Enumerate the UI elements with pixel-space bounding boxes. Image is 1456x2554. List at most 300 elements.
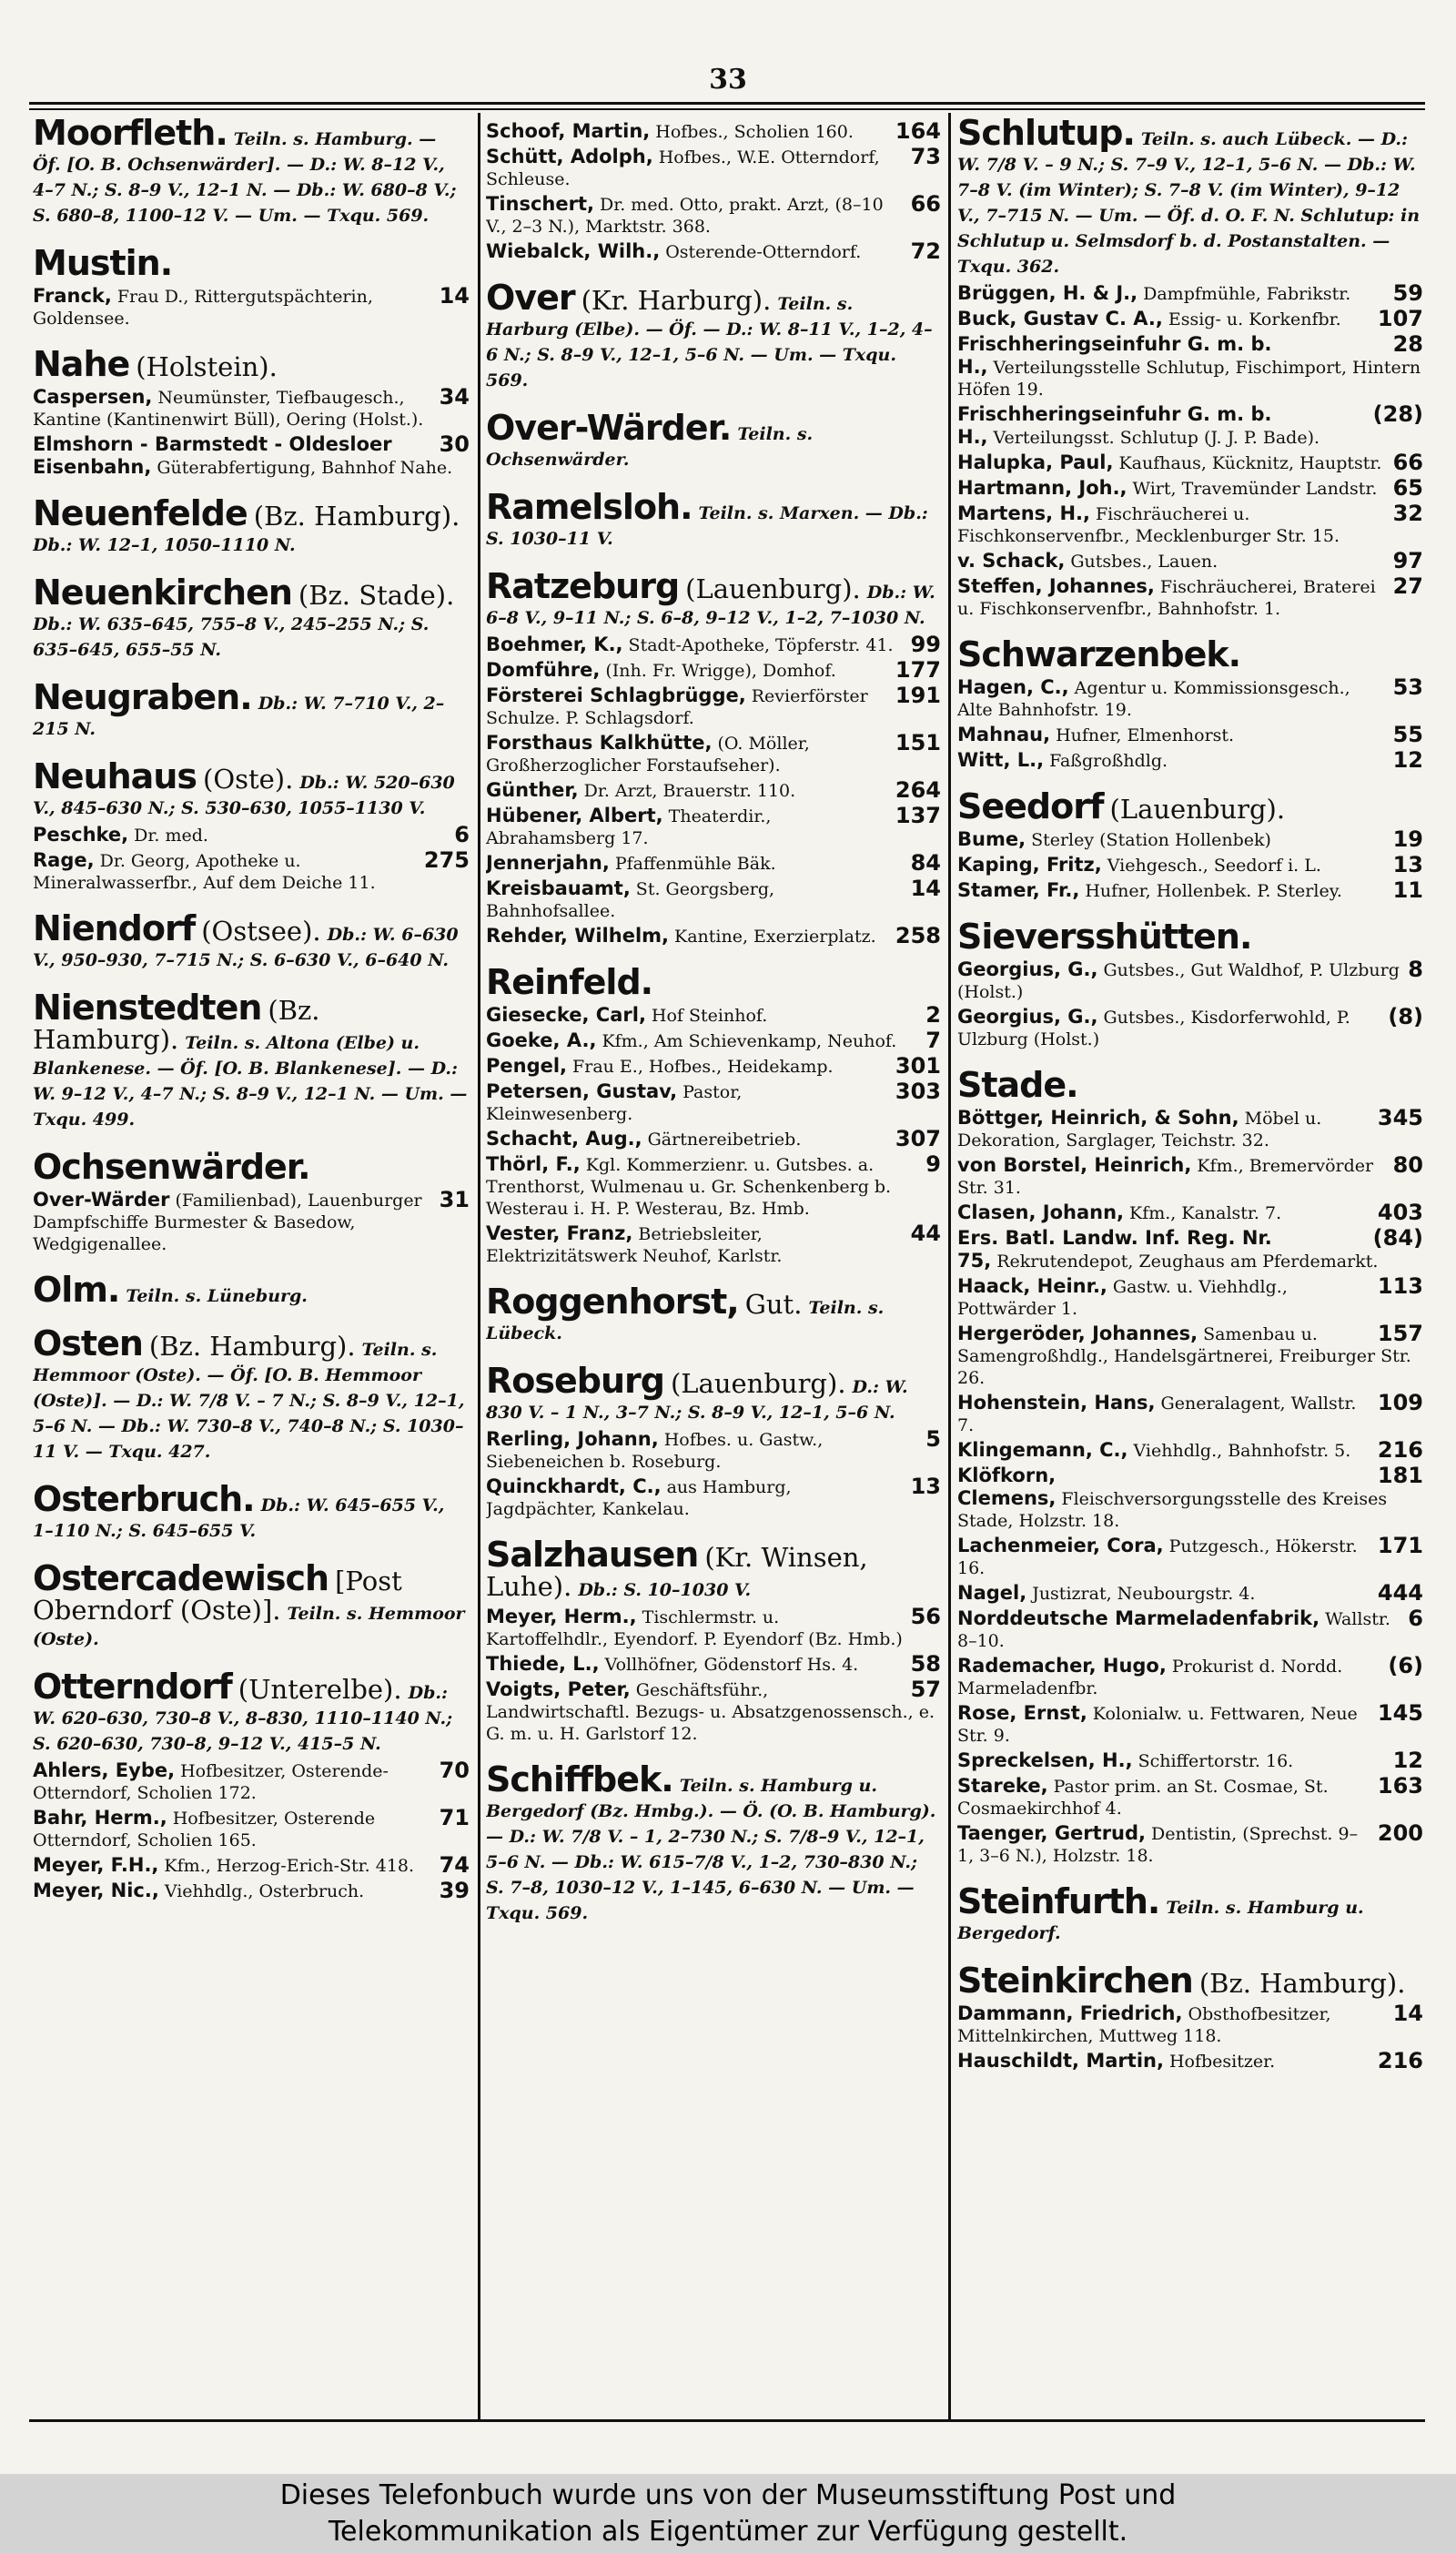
phone-number: 13 [910,1474,941,1499]
place-heading [33,1558,470,1652]
place-heading [33,756,470,821]
place-info: Teiln. s. Lübeck. [486,1298,885,1343]
subscriber-entry [957,282,1423,305]
phone-number: 2 [925,1002,941,1028]
subscriber-name: Caspersen, [33,386,153,408]
subscriber-name: Meyer, Herm., [486,1606,637,1627]
top-rule-thin [29,108,1425,110]
place-qualifier: (Lauenburg). [1109,794,1286,825]
phone-number: 109 [1377,1390,1423,1415]
subscriber-name: Kaping, Fritz, [957,854,1102,876]
subscriber-name: Wiebalck, Wilh., [486,240,661,262]
place-name: Olm. [33,1270,120,1310]
subscriber-name: Rage, [33,849,95,871]
phone-number: 12 [1392,747,1423,773]
phone-number: 34 [439,384,470,410]
subscriber-details: Justizrat, Neubourgstr. 4. [1032,1584,1256,1604]
place-block [33,1667,470,1902]
place-qualifier: (Lauenburg). [670,1368,846,1399]
place-block [957,1065,1423,1867]
place-heading [33,1270,470,1310]
subscriber-entry [486,120,941,143]
subscriber-name: Rose, Ernst, [957,1702,1087,1724]
subscriber-details: Putzgesch., Hökerstr. 16. [957,1536,1358,1578]
subscriber-name: Lachenmeier, Cora, [957,1535,1164,1556]
place-name: Roseburg [486,1361,664,1401]
place-block [33,908,470,973]
place-name: Ratzeburg [486,566,680,606]
subscriber-details: Rekrutendepot, Zeughaus am Pferdemarkt. [996,1252,1379,1272]
place-heading [486,1759,941,1926]
phone-number: 303 [895,1079,941,1104]
subscriber-entry [957,1227,1423,1272]
phone-number: 80 [1392,1152,1423,1178]
subscriber-entry [33,849,470,894]
place-qualifier: (Holstein). [136,351,278,382]
place-heading [486,566,941,631]
subscriber-details: Kaufhaus, Kücknitz, Hauptstr. [1118,453,1382,473]
subscriber-details: Verteilungsst. Schlutup (J. J. P. Bade). [993,428,1320,448]
place-info: Teiln. s. Hemmoor (Oste). [33,1604,465,1649]
subscriber-details: Hofbesitzer, Osterende Otterndorf, Scholien 165. [33,1809,376,1850]
subscriber-details: Kfm., Herzog-Erich-Str. 418. [164,1856,415,1876]
subscriber-name: Nagel, [957,1582,1027,1604]
subscriber-details: Agentur u. Kommissionsgesch., Alte Bahnhofstr. 19. [957,678,1350,720]
subscriber-name: Georgius, G., [957,1006,1098,1028]
phone-number: 157 [1377,1321,1423,1346]
subscriber-details: Dr. med. Otto, prakt. Arzt, (8–10 V., 2–3 N.), Marktstr. 368. [486,195,884,237]
place-name: Osten [33,1323,143,1363]
subscriber-details: Kfm., Am Schievenkamp, Neuhof. [602,1031,897,1051]
place-heading [33,573,470,663]
subscriber-entry [486,1678,941,1745]
subscriber-entry [486,193,941,238]
subscriber-details: Viehhdlg., Osterbruch. [164,1881,365,1901]
subscriber-name: Forsthaus Kalkhütte, [486,732,713,754]
place-block [33,677,470,742]
subscriber-name: Peschke, [33,824,129,846]
subscriber-entry [957,1749,1423,1772]
subscriber-name: Franck, [33,285,112,307]
phone-number: 19 [1392,826,1423,852]
subscriber-entry [486,240,941,263]
subscriber-entry [957,1464,1423,1532]
place-heading [33,908,470,973]
subscriber-details: Frau D., Rittergutspächterin, Goldensee. [33,287,373,329]
phone-number: 14 [1392,2001,1423,2026]
subscriber-entry [486,925,941,948]
place-info: Db.: W. 12–1, 1050–1110 N. [33,535,296,555]
subscriber-details: Tischlermstr. u. Kartoffelhdlr., Eyendorf. P. Eyendorf (Bz. Hmb.) [486,1607,903,1649]
subscriber-name: Martens, H., [957,502,1090,524]
subscriber-name: Schütt, Adolph, [486,146,653,167]
column-1 [33,117,470,1902]
footer-line-2: Telekommunikation als Eigentümer zur Verfügung gestellt. [328,2516,1128,2548]
subscriber-details: Wallstr. 8–10. [957,1609,1390,1651]
subscriber-name: Bume, [957,828,1026,850]
phone-number: 58 [910,1651,941,1677]
phone-number: 65 [1392,475,1423,501]
subscriber-details: Betriebsleiter, Elektrizitätswerk Neuhof, Karlstr. [486,1224,783,1266]
subscriber-entry [33,386,470,431]
place-name: Neuenkirchen [33,573,292,613]
subscriber-entry [486,1475,941,1520]
subscriber-name: Halupka, Paul, [957,451,1114,473]
place-block [33,756,470,894]
place-heading [33,988,470,1132]
subscriber-entry [957,724,1423,746]
subscriber-name: Kreisbauamt, [486,877,631,899]
phone-number: 9 [925,1151,941,1177]
place-heading [957,1881,1423,1946]
place-block [33,1270,470,1310]
subscriber-name: Domführe, [486,659,601,681]
phone-number: 84 [910,850,941,876]
subscriber-entry [486,1029,941,1052]
place-qualifier: (Bz. Hamburg). [148,1331,356,1362]
page-number: 33 [709,64,747,96]
phone-number: 307 [895,1126,941,1151]
subscriber-entry [957,2002,1423,2047]
place-qualifier: [Post Oberndorf (Oste)]. [33,1566,402,1626]
subscriber-details: Hufner, Hollenbek. P. Sterley. [1085,881,1342,901]
place-info: D.: W. 830 V. – 1 N., 3–7 N.; S. 8–9 V., 12–1, 5–6 N. [486,1377,908,1423]
place-block [957,1961,1423,2073]
subscriber-entry [486,877,941,922]
phone-number: 258 [895,923,941,948]
subscriber-entry [33,1854,470,1877]
subscriber-details: Fischräucherei u. Fischkonservenfbr., Mecklenburger Str. 15. [957,504,1340,546]
place-block [33,1147,470,1255]
place-block [33,573,470,663]
subscriber-name: Rerling, Johann, [486,1428,659,1450]
subscriber-entry [486,1222,941,1267]
phone-number: 113 [1377,1273,1423,1299]
phone-number: 345 [1377,1105,1423,1130]
place-heading [486,1535,941,1603]
subscriber-details: Dr. Georg, Apotheke u. Mineralwasserfbr., Auf dem Deiche 11. [33,851,376,893]
subscriber-entry [486,684,941,729]
place-name: Stade. [957,1065,1078,1105]
place-qualifier: (Kr. Winsen, Luhe). [486,1542,868,1602]
subscriber-details: Osterende-Otterndorf. [665,242,862,262]
phone-number: 145 [1377,1700,1423,1726]
subscriber-name: Vester, Franz, [486,1222,633,1244]
subscriber-name: Ahlers, Eybe, [33,1759,176,1781]
subscriber-entry [33,1759,470,1804]
place-info: Db.: W. 635–645, 755–8 V., 245–255 N.; S. 635–645, 655–55 N. [33,614,430,660]
subscriber-details: Viehhdlg., Bahnhofstr. 5. [1133,1441,1351,1461]
subscriber-name: Goeke, A., [486,1029,597,1051]
subscriber-name: Clasen, Johann, [957,1201,1125,1223]
phone-number: 14 [910,876,941,901]
place-block [33,243,470,329]
subscriber-entry [957,1439,1423,1462]
place-name: Ostercadewisch [33,1558,329,1598]
place-block [486,408,941,472]
subscriber-details: Samenbau u. Samengroßhdlg., Handelsgärtnerei, Freiburger Str. 26. [957,1324,1411,1388]
phone-number: (84) [1372,1225,1423,1251]
subscriber-entry [486,1004,941,1027]
phone-number: 71 [439,1805,470,1830]
subscriber-name: Schoof, Martin, [486,120,651,142]
phone-number: 264 [895,777,941,803]
subscriber-name: Boehmer, K., [486,633,623,655]
place-name: Roggenhorst, [486,1282,739,1322]
subscriber-name: Buck, Gustav C. A., [957,308,1163,329]
subscriber-details: Wirt, Travemünder Landstr. [1132,479,1378,499]
subscriber-entry [33,1880,470,1902]
place-block [33,117,470,228]
subscriber-name: Schacht, Aug., [486,1128,642,1150]
place-name: Otterndorf [33,1667,232,1707]
subscriber-entry [957,749,1423,772]
phone-number: 200 [1377,1820,1423,1846]
subscriber-entry [486,1428,941,1473]
place-qualifier: (Lauenburg). [685,573,861,604]
subscriber-name: Hohenstein, Hans, [957,1392,1156,1414]
subscriber-details: Möbel u. Dekoration, Sarglager, Teichstr. 32. [957,1109,1322,1150]
phone-number: 44 [910,1221,941,1246]
phone-number: 66 [1392,450,1423,475]
subscriber-entry [957,854,1423,877]
subscriber-details: Gastw. u. Viehhdlg., Pottwärder 1. [957,1277,1288,1319]
subscriber-name: Thörl, F., [486,1153,581,1175]
subscriber-entry [486,779,941,802]
place-block [486,566,941,948]
phone-number: 66 [910,191,941,217]
place-block [957,1881,1423,1946]
subscriber-details: Obsthofbesitzer, Mittelnkirchen, Muttweg 118. [957,2004,1331,2046]
subscriber-name: Steffen, Johannes, [957,575,1155,597]
place-info: Teiln. s. auch Lübeck. — D.: W. 7/8 V. – 9 N.; S. 7–9 V., 12–1, 5–6 N. — Db.: W. 7–8 V. (im Winter); S. 7–8 V. (im Winter), 9–12 V., 7–715 N. — Um. — Öf. d. O. F. N. Schlutup: in Schlutup u. Selmsdorf b. d. Postanstalten. — Txqu. 362. [957,129,1421,277]
place-qualifier: (Bz. Hamburg). [1198,1968,1406,1999]
place-name: Steinkirchen [957,1961,1193,2001]
column-2 [486,117,941,1926]
copyright-footer [0,2474,1456,2554]
phone-number: 8 [1408,957,1423,982]
subscriber-details: Prokurist d. Nordd. Marmeladenfbr. [957,1657,1343,1698]
place-name: Over-Wärder. [486,408,732,448]
phone-number: 7 [925,1028,941,1053]
subscriber-name: v. Schack, [957,550,1066,572]
place-name: Osterbruch. [33,1479,255,1519]
phone-number: 177 [895,657,941,683]
place-heading [486,278,941,393]
place-info: Teiln. s. Hemmoor (Oste). — Öf. [O. B. Hemmoor (Oste)]. — D.: W. 7/8 V. – 7 N.; S. 8–9 V., 12–1, 5–6 N. — Db.: W. 730–8 V., 740–8 N.; S. 1030–11 V. — Txqu. 427. [33,1340,465,1462]
subscriber-entry [957,958,1423,1003]
phone-number: 151 [895,730,941,755]
place-qualifier: (Ostsee). [201,916,321,947]
subscriber-details: Viehgesch., Seedorf i. L. [1107,856,1321,876]
place-block [33,493,470,558]
subscriber-details: Vollhöfner, Gödenstorf Hs. 4. [604,1655,859,1675]
phone-number: 55 [1392,722,1423,747]
subscriber-details: Hofbesitzer. [1168,2052,1276,2072]
place-name: Nienstedten [33,988,262,1028]
phone-number: 14 [439,283,470,309]
subscriber-entry [486,1080,941,1125]
place-qualifier: Gut. [744,1289,803,1320]
place-block [486,1361,941,1520]
subscriber-name: Rademacher, Hugo, [957,1655,1167,1677]
subscriber-name: Klingemann, C., [957,1439,1128,1461]
phone-number: 56 [910,1604,941,1629]
subscriber-details: aus Hamburg, Jagdpächter, Kankelau. [486,1477,792,1519]
subscriber-entry [957,1154,1423,1199]
subscriber-name: Rehder, Wilhelm, [486,925,670,947]
subscriber-entry [957,1107,1423,1151]
phone-number: (8) [1388,1004,1423,1029]
subscriber-entry [957,451,1423,474]
place-info: Db.: W. 620–630, 730–8 V., 8–830, 1110–1140 N.; S. 620–630, 730–8, 9–12 V., 415–5 N. [33,1683,453,1754]
subscriber-name: Petersen, Gustav, [486,1080,678,1102]
subscriber-entry [957,1392,1423,1436]
phone-number: 171 [1377,1533,1423,1558]
place-heading [486,1361,941,1425]
top-rule [29,102,1425,105]
subscriber-details: Gutsbes., Lauen. [1070,552,1218,572]
subscriber-entry [957,1607,1423,1652]
subscriber-details: Neumünster, Tiefbaugesch., Kantine (Kantinenwirt Büll), Oering (Holst.). [33,388,424,430]
subscriber-details: Kolonialw. u. Fettwaren, Neue Str. 9. [957,1704,1358,1746]
subscriber-entry [957,1275,1423,1320]
place-block [957,917,1423,1050]
phone-number: 107 [1377,306,1423,331]
phone-number: 11 [1392,877,1423,903]
subscriber-entry [486,1128,941,1150]
subscriber-name: Pengel, [486,1055,568,1077]
subscriber-details: (Inh. Fr. Wrigge), Domhof. [605,661,836,681]
subscriber-name: Quinckhardt, C., [486,1475,662,1497]
place-info: Db.: W. 7–710 V., 2–215 N. [33,694,445,739]
place-block [486,120,941,263]
subscriber-name: Jennerjahn, [486,852,610,874]
subscriber-entry [486,805,941,849]
subscriber-details: Schiffertorstr. 16. [1138,1751,1294,1771]
place-name: Mustin. [33,243,173,283]
subscriber-details: Sterley (Station Hollenbek) [1031,830,1271,850]
subscriber-name: Bahr, Herm., [33,1807,167,1829]
subscriber-details: Pastor prim. an St. Cosmae, St. Cosmaekirchhof 4. [957,1777,1329,1819]
phone-number: 444 [1377,1580,1423,1606]
subscriber-entry [957,575,1423,620]
subscriber-details: Gärtnereibetrieb. [647,1130,802,1150]
place-heading [486,487,941,552]
subscriber-details: Dentistin, (Sprechst. 9–1, 3–6 N.), Holzstr. 18. [957,1824,1359,1866]
subscriber-details: Hofbes. u. Gastw., Siebeneichen b. Roseburg. [486,1430,824,1472]
subscriber-name: Dammann, Friedrich, [957,2002,1183,2024]
phone-number: 31 [439,1187,470,1212]
place-block [957,786,1423,903]
place-name: Over [486,278,575,318]
place-name: Schlutup. [957,117,1135,153]
subscriber-entry [957,308,1423,330]
column-divider-right [948,113,951,2419]
place-info: Db.: W. 645–655 V., 1–110 N.; S. 645–655 V. [33,1495,445,1541]
phone-number: 5 [925,1426,941,1452]
subscriber-details: Revierförster Schulze. P. Schlagsdorf. [486,686,868,728]
phone-number: 28 [1392,331,1423,357]
place-heading [486,408,941,472]
subscriber-name: Georgius, G., [957,958,1098,980]
subscriber-details: Dr. med. [134,826,208,846]
place-heading [33,243,470,283]
place-info: Teiln. s. Hamburg u. Bergedorf. [957,1898,1364,1943]
place-name: Neuhaus [33,756,197,796]
place-name: Niendorf [33,908,196,948]
subscriber-name: Hauschildt, Martin, [957,2050,1164,2072]
column-divider-left [478,113,480,2419]
phone-number: 12 [1392,1748,1423,1773]
place-info: Teiln. s. Ochsenwärder. [486,424,814,470]
place-block [486,1535,941,1745]
subscriber-name: Frischheringseinfuhr G. m. b. H., [957,333,1272,378]
bottom-rule [29,2419,1425,2422]
place-heading [33,1667,470,1757]
subscriber-details: Geschäftsführ., Landwirtschaftl. Bezugs- u. Absatzgenossensch., e. G. m. u. H. Garlstorf 12. [486,1680,935,1744]
phone-number: 181 [1377,1463,1423,1488]
place-name: Salzhausen [486,1535,699,1575]
phone-number: 97 [1392,548,1423,573]
place-heading [33,344,470,384]
place-block [486,487,941,552]
subscriber-name: Meyer, Nic., [33,1880,159,1901]
subscriber-name: Günther, [486,779,579,801]
place-heading [486,1282,941,1346]
phone-number: 53 [1392,674,1423,700]
subscriber-entry [486,1606,941,1650]
phone-number: 137 [895,803,941,828]
subscriber-name: Meyer, F.H., [33,1854,159,1876]
place-info: Teiln. s. Lüneburg. [126,1286,308,1306]
subscriber-details: Dr. Arzt, Brauerstr. 110. [583,781,796,801]
column-3 [957,117,1423,2073]
place-qualifier: (Bz. Hamburg). [33,995,320,1055]
place-heading [33,1323,470,1464]
subscriber-name: Hergeröder, Johannes, [957,1323,1198,1344]
phone-number: 72 [910,238,941,264]
subscriber-name: Elmshorn - Barmstedt - Oldesloer Eisenbahn, [33,433,392,478]
subscriber-entry [33,1189,470,1255]
place-name: Sieversshütten. [957,917,1252,957]
place-info: Teiln. s. Marxen. — Db.: S. 1030–11 V. [486,503,928,549]
place-block [33,344,470,479]
subscriber-name: Hartmann, Joh., [957,477,1127,499]
subscriber-details: Fleischversorgungsstelle des Kreises Stade, Holzstr. 18. [957,1489,1388,1531]
subscriber-details: Verteilungsstelle Schlutup, Fischimport, Hintern Höfen 19. [957,358,1421,400]
subscriber-details: Güterabfertigung, Bahnhof Nahe. [157,458,453,478]
subscriber-details: St. Georgsberg, Bahnhofsallee. [486,879,775,921]
phone-number: 30 [439,431,470,457]
footer-line-1: Dieses Telefonbuch wurde uns von der Museumsstiftung Post und [279,2479,1177,2511]
subscriber-entry [957,1775,1423,1819]
subscriber-entry [957,1822,1423,1867]
place-heading [33,117,470,228]
place-name: Schwarzenbek. [957,634,1241,674]
place-block [486,1282,941,1346]
subscriber-name: Brüggen, H. & J., [957,282,1138,304]
place-qualifier: (Bz. Hamburg). [253,501,460,532]
place-info: Db.: S. 10–1030 V. [578,1580,752,1600]
subscriber-details: Kfm., Kanalstr. 7. [1129,1203,1282,1223]
subscriber-name: Witt, L., [957,749,1045,771]
subscriber-entry [957,828,1423,851]
place-qualifier: (Bz. Stade). [298,580,455,611]
place-block [957,634,1423,773]
place-name: Neugraben. [33,677,252,717]
place-name: Moorfleth. [33,117,228,153]
